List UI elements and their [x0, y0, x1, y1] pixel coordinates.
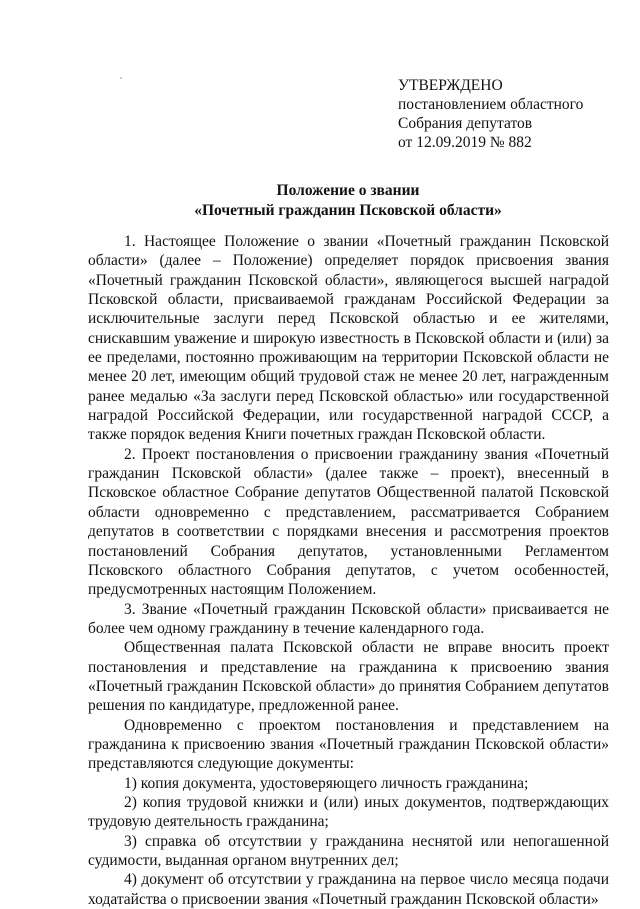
approval-date-number: от 12.09.2019 № 882 [398, 134, 532, 151]
paragraph: 1. Настоящее Положение о звании «Почетный гражданин Псковской области» (далее – Положение) определяет порядок присвоения звания «Почетный гражданин Псковской области», являющегося высшей наградой Псковской области, присваиваемой гражданам Российской Федерации за исключительные заслуги перед Псковской областью и ее жителями, снискавшим уважение и широкую известность в Псковской области и (или) за ее пределами, постоянно проживающим на территории Псковской области не менее 20 лет, имеющим общий трудовой стаж не менее 20 лет, награжденным ранее медалью «За заслуги перед Псковской областью» или государственной наградой Российской Федерации, или государственной наградой СССР, а также порядок ведения Книги почетных граждан Псковской области. [88, 233, 609, 444]
title-line: Положение о звании [276, 182, 420, 199]
title-line: «Почетный гражданин Псковской области» [194, 201, 502, 219]
scan-speck [120, 77, 122, 79]
list-item: 4) документ об отсутствии у гражданина на первое число месяца подачи ходатайства о присвоении звания «Почетный гражданин Псковской области» [88, 871, 609, 908]
list-item: 1) копия документа, удостоверяющего личность гражданина; [124, 774, 529, 792]
approval-line: Собрания депутатов [398, 115, 533, 132]
approval-stamp-block [398, 76, 628, 152]
paragraph: Одновременно с проектом постановления и представлением на гражданина к присвоению звания «Почетный гражданин Псковской области» представляются следующие документы: [88, 716, 609, 773]
paragraph: 3. Звание «Почетный гражданин Псковской области» присваивается не более чем одному гражданину в течение календарного года. [88, 600, 609, 637]
approval-heading: УТВЕРЖДЕНО [398, 77, 503, 94]
list-item: 2) копия трудовой книжки и (или) иных документов, подтверждающих трудовую деятельность гражданина; [88, 793, 609, 831]
approval-line: постановлением областного [398, 96, 584, 113]
paragraph: Общественная палата Псковской области не вправе вносить проект постановления и представление на гражданина к присвоению звания «Почетный гражданин Псковской области» до принятия Собранием депутатов решения по кандидатуре, предложенной ранее. [88, 639, 609, 715]
list-item: 3) справка об отсутствии у гражданина неснятой или непогашенной судимости, выданная органом внутренних дел; [88, 832, 609, 869]
document-body [88, 232, 609, 909]
paragraph: 2. Проект постановления о присвоении гражданину звания «Почетный гражданин Псковской области» (далее также – проект), внесенный в Псковское областное Собрание депутатов Общественной палатой Псковской области одновременно с представлением, рассматривается Собранием депутатов в соответствии с порядками внесения и рассмотрения проектов постановлений Собрания депутатов, установленными Регламентом Псковского областного Собрания депутатов, с учетом особенностей, предусмотренных настоящим Положением. [88, 445, 609, 599]
document-title [88, 181, 608, 220]
